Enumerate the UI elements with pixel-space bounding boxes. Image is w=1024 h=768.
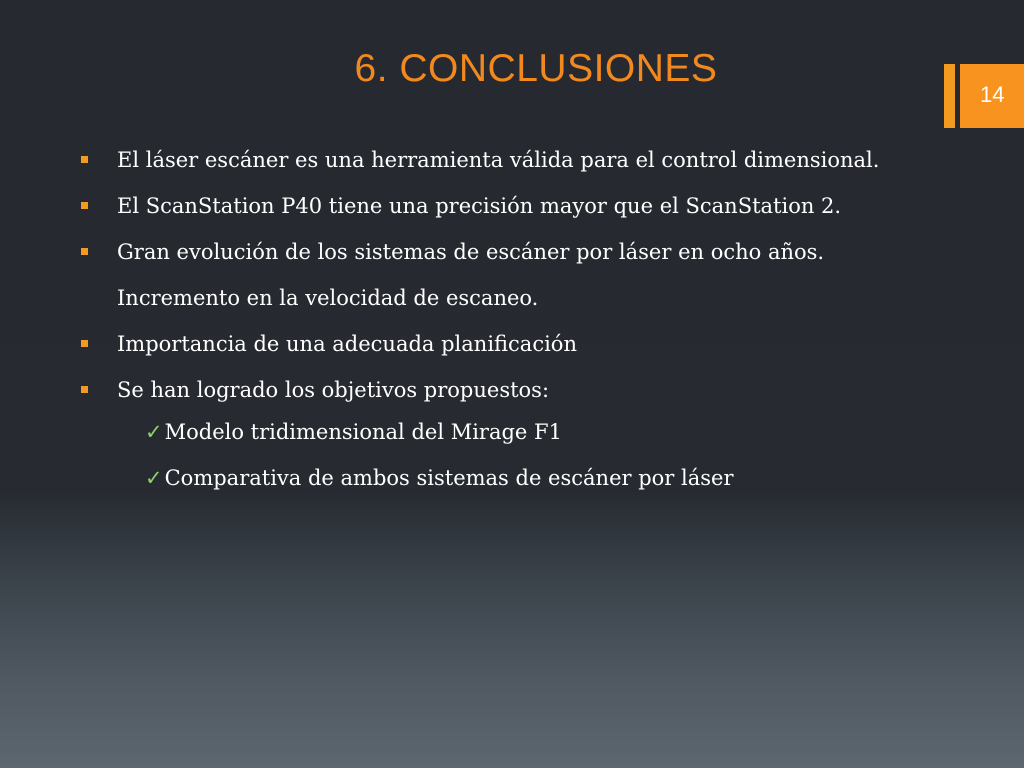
- bullet-item: Gran evolución de los sistemas de escáner por láser en ocho años.: [117, 240, 825, 264]
- bullet-square-icon: [81, 202, 88, 209]
- accent-bar: [944, 64, 955, 128]
- slide-number-box: [960, 64, 1024, 128]
- bullet-item: El láser escáner es una herramienta válida para el control dimensional.: [117, 148, 880, 172]
- sub-bullet-item: [145, 464, 734, 492]
- slide-title: 6. CONCLUSIONES: [354, 47, 718, 90]
- bullet-square-icon: [81, 340, 88, 347]
- bullet-square-icon: [81, 386, 88, 393]
- bullet-continuation: Incremento en la velocidad de escaneo.: [117, 286, 539, 310]
- bullet-square-icon: [81, 156, 88, 163]
- bullet-item: Se han logrado los objetivos propuestos:: [117, 378, 550, 402]
- sub-bullet-text: Comparativa de ambos sistemas de escáner por láser: [164, 466, 734, 490]
- sub-bullet-item: [145, 418, 562, 446]
- bullet-item: Importancia de una adecuada planificación: [117, 332, 577, 356]
- slide-number: 14: [980, 82, 1005, 107]
- sub-bullet-text: Modelo tridimensional del Mirage F1: [164, 420, 562, 444]
- checkmark-icon: ✓: [145, 466, 163, 490]
- bullet-item: El ScanStation P40 tiene una precisión mayor que el ScanStation 2.: [117, 194, 842, 218]
- slide-number-badge: [944, 64, 1024, 128]
- checkmark-icon: ✓: [145, 420, 163, 444]
- bullet-square-icon: [81, 248, 88, 255]
